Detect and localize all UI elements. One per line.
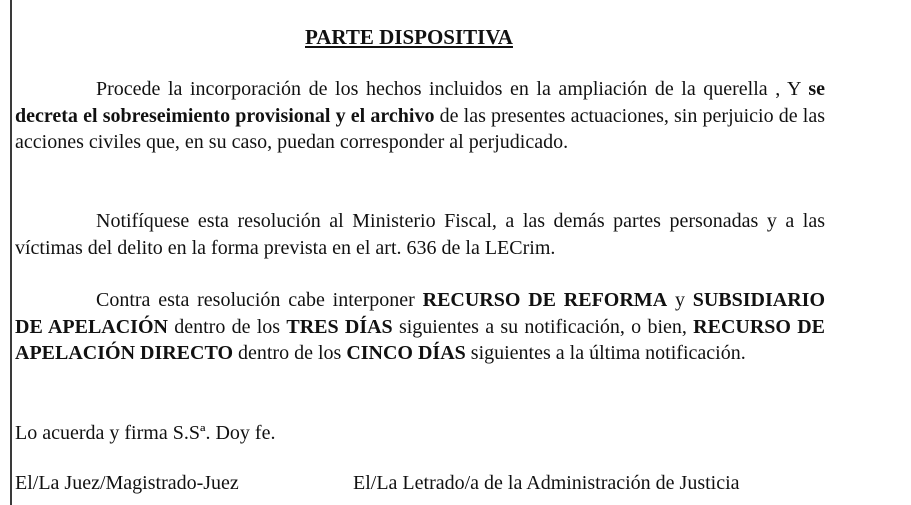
paragraph-appeal bbox=[15, 287, 825, 367]
bold-span: el sobreseimiento provisional y el archivo bbox=[83, 104, 435, 127]
bold-span: TRES DÍAS bbox=[286, 315, 393, 338]
text-span: Procede la incorporación de los hechos incluidos en la ampliación de la querella , Y bbox=[96, 78, 809, 100]
text-span: siguientes a la última notificación. bbox=[465, 342, 746, 364]
bold-span: RECURSO DE REFORMA bbox=[422, 289, 668, 311]
bold-span: RECURSO DE APELACIÓN DIRECTO bbox=[15, 315, 826, 364]
text-span: dentro de los bbox=[233, 342, 347, 364]
text-span: de las presentes actuaciones, sin perjuicio de las acciones civiles que, en su caso, puedan corresponder al perjudicado. bbox=[15, 104, 826, 153]
paragraph-notification bbox=[15, 208, 825, 261]
left-margin-line bbox=[10, 0, 12, 505]
bold-span: CINCO DÍAS bbox=[346, 342, 466, 364]
bold-span: SUBSIDIARIO DE APELACIÓN bbox=[15, 289, 825, 338]
paragraph-incorporation bbox=[15, 76, 825, 156]
text-span: y bbox=[667, 289, 693, 311]
text-span: dentro de los bbox=[167, 315, 287, 338]
paragraph-signoff: Lo acuerda y firma S.Sª. Doy fe. bbox=[15, 422, 276, 444]
bold-span: se decreta bbox=[15, 78, 825, 127]
text-span: Notifíquese esta resolución al Ministerio Fiscal, a las demás partes personadas y a las víctimas del delito en la forma prevista en el art. 636 de la LECrim. bbox=[15, 210, 825, 259]
section-title: PARTE DISPOSITIVA bbox=[305, 25, 513, 49]
signature-judge: El/La Juez/Magistrado-Juez bbox=[15, 472, 239, 494]
text-span: Contra esta resolución cabe interponer bbox=[96, 289, 423, 311]
text-span: siguientes a su notificación, o bien, bbox=[392, 315, 694, 338]
signature-clerk: El/La Letrado/a de la Administración de Justicia bbox=[353, 472, 740, 494]
